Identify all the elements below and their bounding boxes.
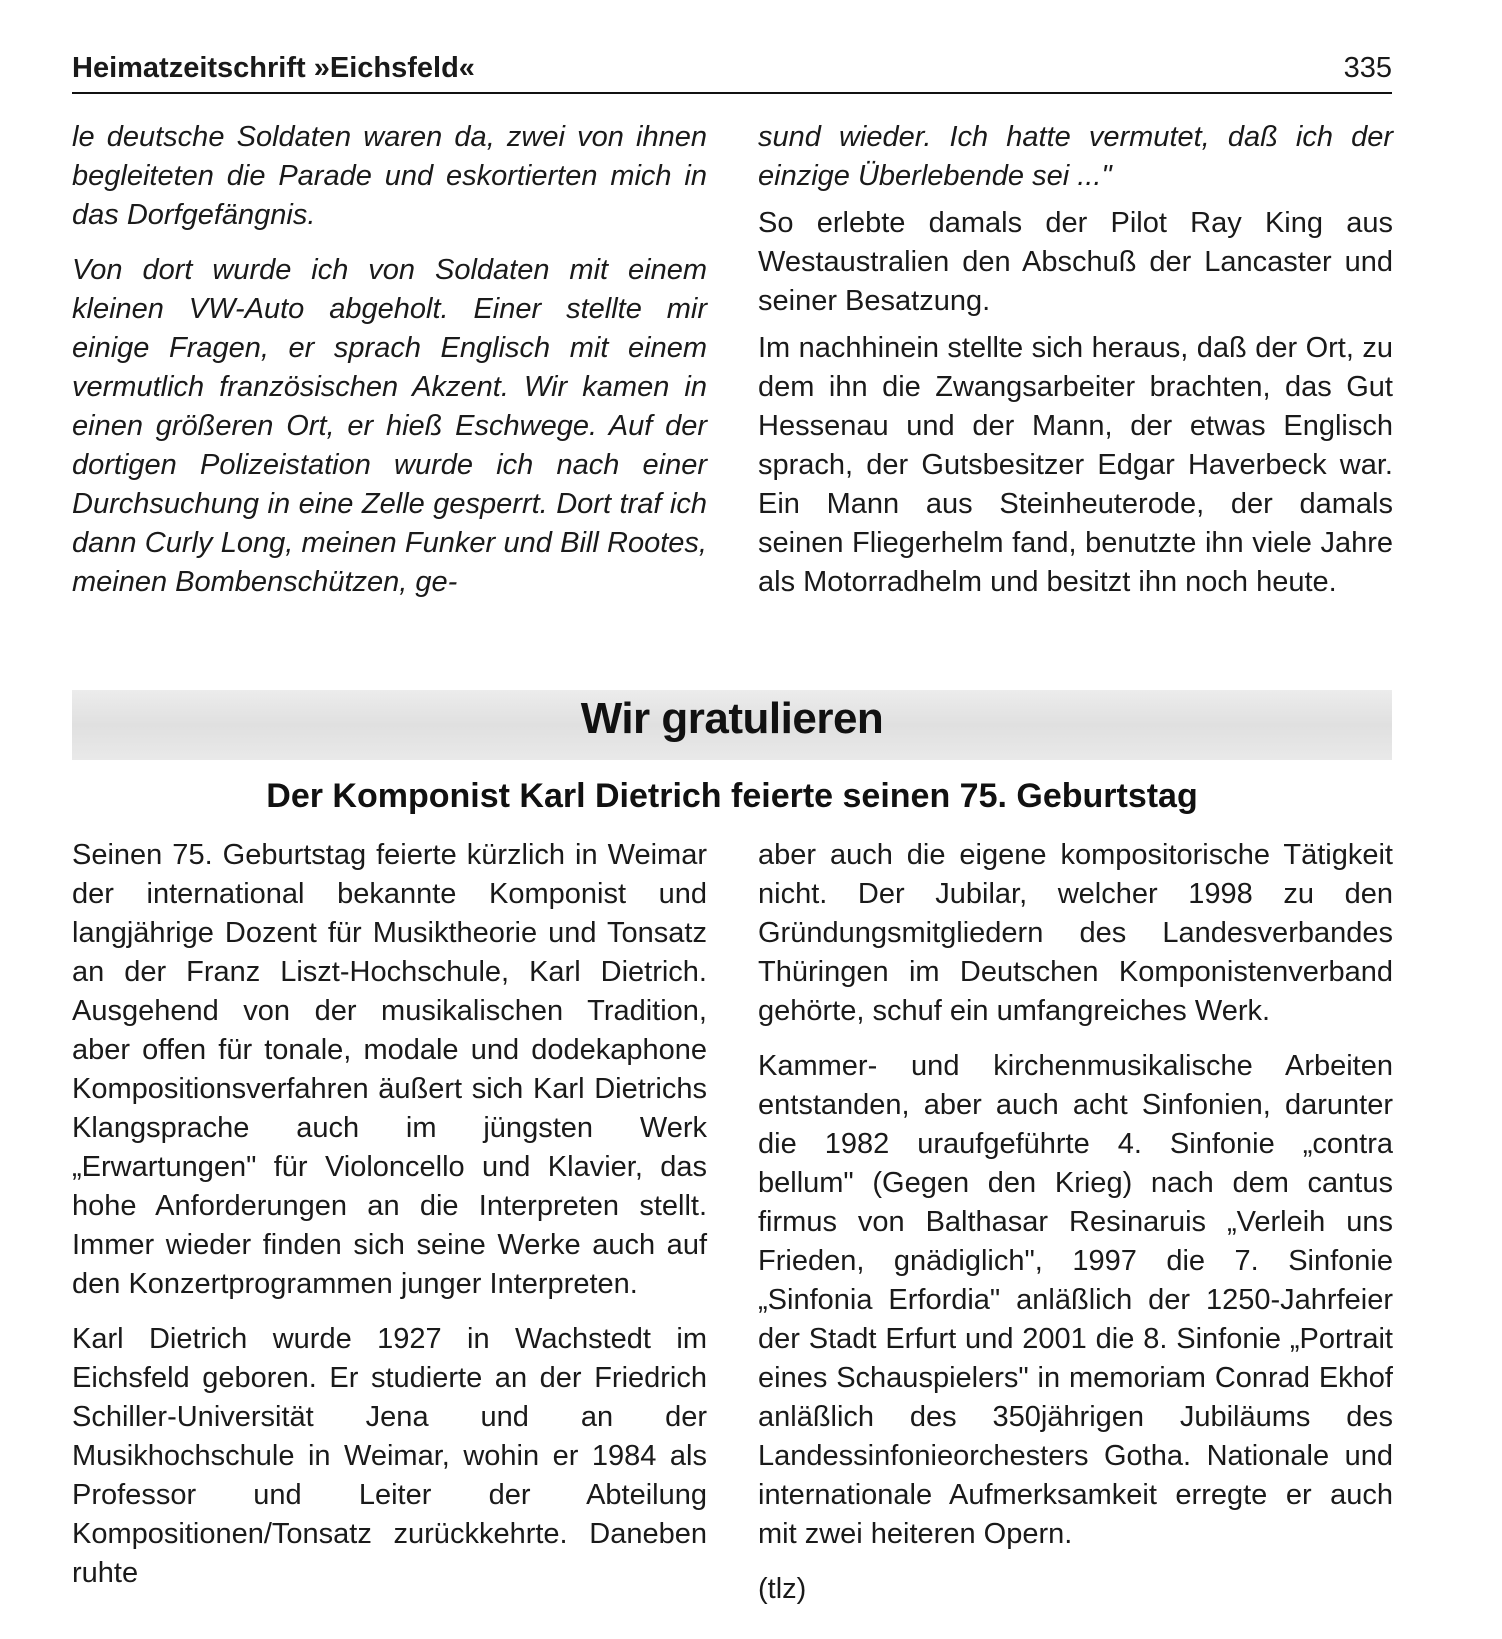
- bottom-article-right-column: [758, 836, 1393, 1625]
- paragraph: So erlebte damals der Pilot Ray King aus Westaustralien den Abschuß der Lancaster und seiner Besatzung.: [758, 207, 1393, 317]
- paragraph: Seinen 75. Geburtstag feierte kürzlich in Weimar der international bekannte Komponist und langjährige Dozent für Musiktheorie und Tonsatz an der Franz Liszt-Hochschule, Karl Dietrich. Ausgehend von der musikalischen Tradition, aber offen für tonale, modale und dodekaphone Kompositionsverfahren äußert sich Karl Dietrichs Klangsprache auch im jüngsten Werk „Erwartungen" für Violoncello und Klavier, das hohe Anforderungen an die Interpreten stellt. Immer wieder finden sich seine Werke auch auf den Konzertprogrammen junger Interpreten.: [72, 839, 707, 1300]
- top-article-left-column: [72, 118, 707, 618]
- top-article-right-column: [758, 118, 1393, 610]
- author-credit: (tlz): [758, 1573, 807, 1605]
- bottom-article-left-column: [72, 836, 707, 1609]
- paragraph: Im nachhinein stellte sich heraus, daß der Ort, zu dem ihn die Zwangsarbeiter brachten, das Gut Hessenau und der Mann, der etwas Englisch sprach, der Gutsbesitzer Edgar Haverbeck war. Ein Mann aus Steinheuterode, der damals seinen Fliegerhelm fand, benutzte ihn viele Jahre als Motorradhelm und besitzt ihn noch heute.: [758, 332, 1393, 598]
- publication-title: Heimatzeitschrift »Eichsfeld«: [72, 52, 475, 84]
- paragraph: Kammer- und kirchenmusikalische Arbeiten entstanden, aber auch acht Sinfonien, darunter die 1982 uraufgeführte 4. Sinfonie „contra bellum" (Gegen den Krieg) nach dem cantus firmus von Balthasar Resinaruis „Verleih uns Frieden, gnädiglich", 1997 die 7. Sinfonie „Sinfonia Erfordia" anläßlich der 1250-Jahrfeier der Stadt Erfurt und 2001 die 8. Sinfonie „Portrait eines Schauspielers" in memoriam Conrad Ekhof anläßlich des 350jährigen Jubiläums des Landessinfonieorchesters Gotha. Nationale und internationale Aufmerksamkeit erregte er auch mit zwei heiteren Opern.: [758, 1050, 1393, 1550]
- page-number: 335: [1343, 52, 1392, 84]
- paragraph: Von dort wurde ich von Soldaten mit einem kleinen VW-Auto abgeholt. Einer stellte mir einige Fragen, er sprach Englisch mit einem vermutlich französischen Akzent. Wir kamen in einen größeren Ort, er hieß Eschwege. Auf der dortigen Polizeistation wurde ich nach einer Durchsuchung in eine Zelle gesperrt. Dort traf ich dann Curly Long, meinen Funker und Bill Rootes, meinen Bombenschützen, ge-: [72, 254, 707, 598]
- article-headline: Der Komponist Karl Dietrich feierte seinen 75. Geburtstag: [266, 777, 1198, 815]
- section-banner: [72, 690, 1392, 760]
- paragraph: le deutsche Soldaten waren da, zwei von ihnen begleiteten die Parade und eskortierten mich in das Dorfgefängnis.: [72, 121, 707, 231]
- page-header: [72, 48, 1392, 94]
- paragraph: sund wieder. Ich hatte vermutet, daß ich der einzige Überlebende sei ...": [758, 121, 1393, 192]
- paragraph: aber auch die eigene kompositorische Tätigkeit nicht. Der Jubilar, welcher 1998 zu den Gründungsmitgliedern des Landesverbandes Thüringen im Deutschen Komponistenverband gehörte, schuf ein umfangreiches Werk.: [758, 839, 1393, 1027]
- section-title: Wir gratulieren: [580, 694, 884, 743]
- paragraph: Karl Dietrich wurde 1927 in Wachstedt im Eichsfeld geboren. Er studierte an der Friedrich Schiller-Universität Jena und an der Musikhochschule in Weimar, wohin er 1984 als Professor und Leiter der Abteilung Kompositionen/Tonsatz zurückkehrte. Daneben ruhte: [72, 1323, 707, 1589]
